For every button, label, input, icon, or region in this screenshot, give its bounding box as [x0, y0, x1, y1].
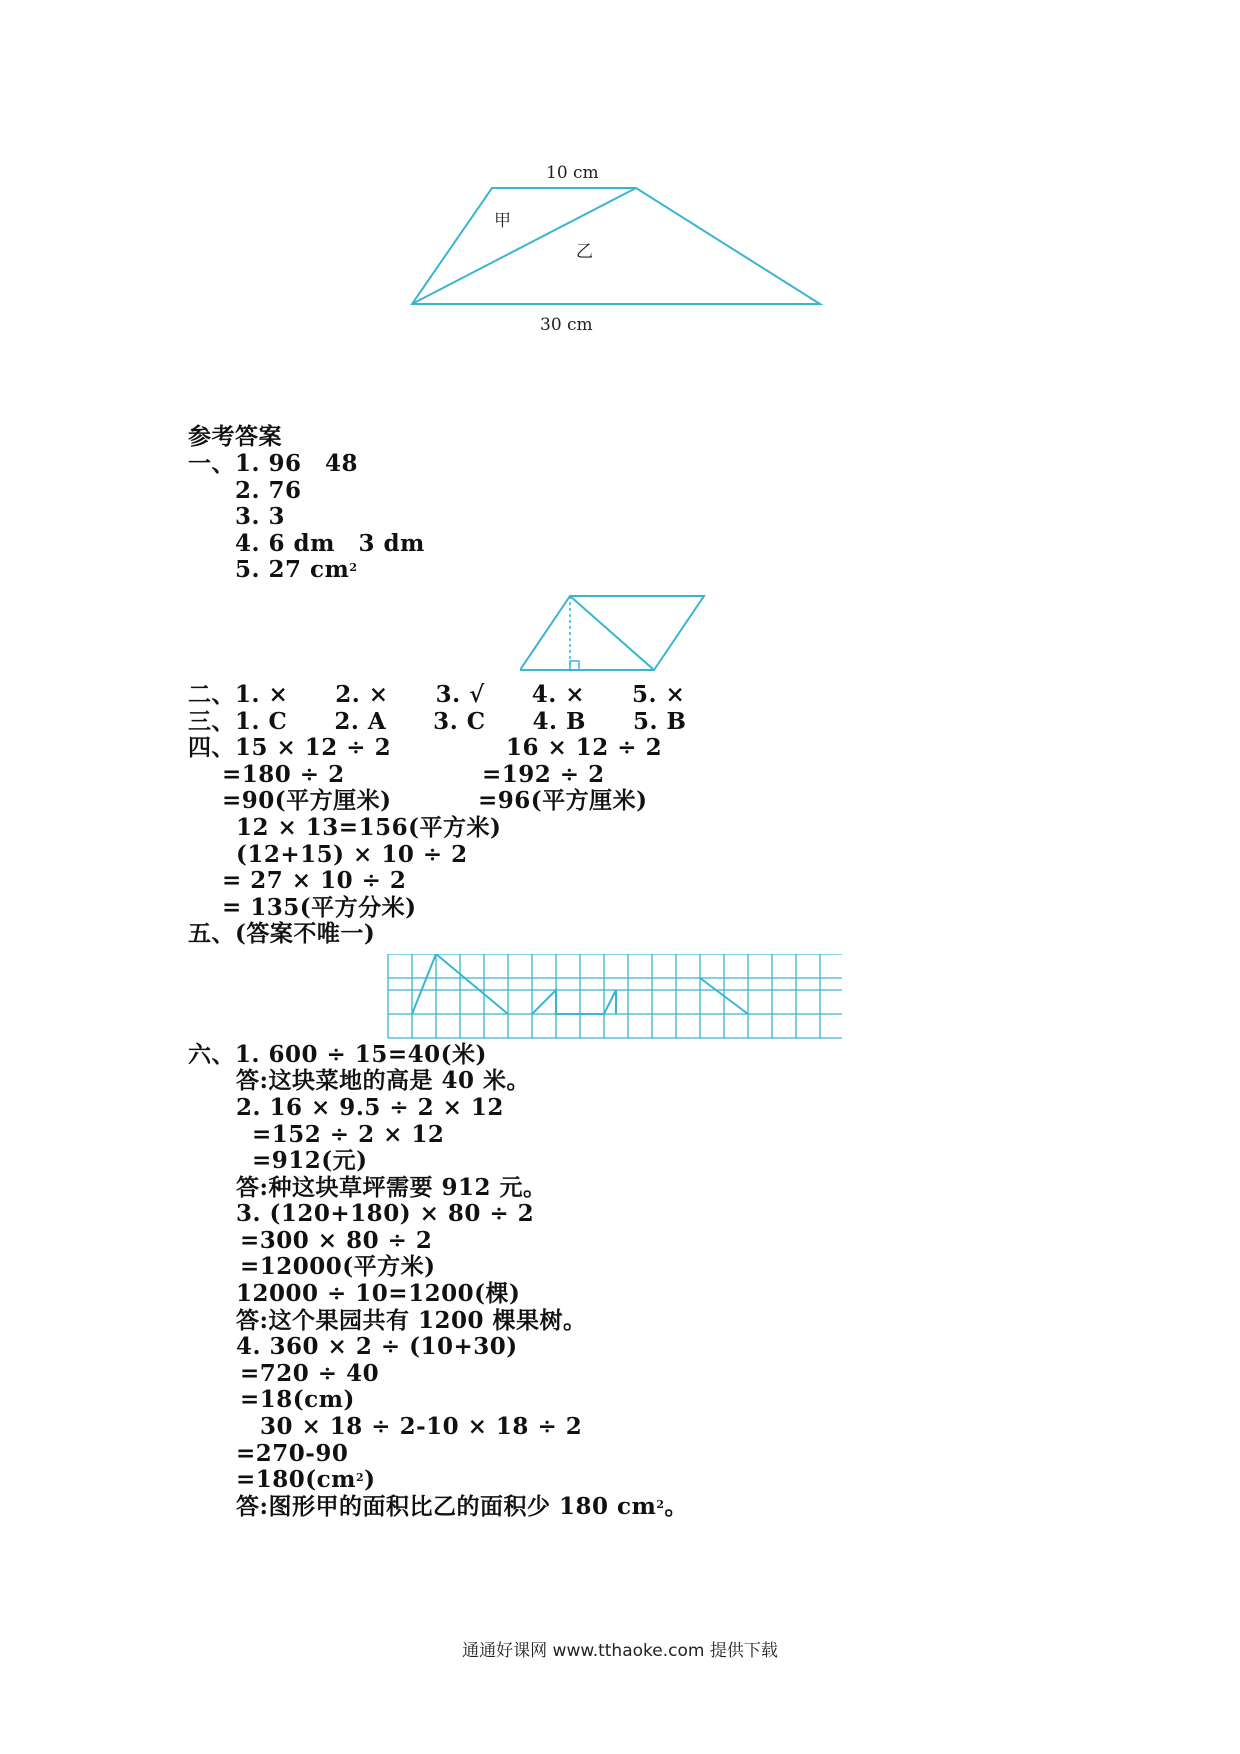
sec1-line-3: 3. 3	[188, 503, 286, 530]
sec4-l2b: =192 ÷ 2	[482, 761, 605, 788]
sec5-line: 五、(答案不唯一)	[188, 920, 376, 947]
sec6-line-12: 4. 360 × 2 ÷ (10+30)	[236, 1333, 518, 1360]
sec4-l1b: 16 × 12 ÷ 2	[506, 734, 663, 761]
sec6-line-17: $=180(cm^2)$	[236, 1466, 376, 1493]
sec6-line-9: =12000(平方米)	[240, 1253, 436, 1280]
sec6-line-3: 2. 16 × 9.5 ÷ 2 × 12	[236, 1094, 504, 1121]
bottom-base-label: 30 cm	[540, 315, 593, 335]
parallelogram-diagonal	[570, 596, 654, 670]
sec6-line-11: 答:这个果园共有 1200 棵果树。	[236, 1307, 587, 1334]
sec6-line-15: 30 × 18 ÷ 2-10 × 18 ÷ 2	[260, 1413, 583, 1440]
sec6-line-14: =18(cm)	[240, 1386, 355, 1413]
right-angle-mark	[570, 661, 579, 670]
sec4-l3b: =96(平方厘米)	[478, 787, 648, 814]
sec4-l5: (12+15) × 10 ÷ 2	[236, 841, 468, 868]
sec6-line-10: 12000 ÷ 10=1200(棵)	[236, 1280, 521, 1307]
superscript: 2	[349, 561, 358, 574]
superscript: 2	[656, 1498, 665, 1511]
sec1-line-2: 2. 76	[188, 477, 302, 504]
sec4-l3a: =90(平方厘米)	[222, 787, 392, 814]
sec6-line-13: =720 ÷ 40	[240, 1360, 380, 1387]
sec1-line-1: 一、1. 96 48	[188, 450, 359, 477]
trapezoid-outline	[412, 188, 820, 304]
answers-heading: 参考答案	[188, 423, 282, 450]
sec6-line-5: =912(元)	[252, 1147, 368, 1174]
sec2-line: 二、1. × 2. × 3. √ 4. × 5. ×	[188, 681, 686, 708]
sec3-line: 三、1. C 2. A 3. C 4. B 5. B	[188, 708, 687, 735]
sec4-l7: = 135(平方分米)	[222, 894, 417, 921]
grid-figure	[386, 954, 842, 1040]
sec6-line-16: =270-90	[236, 1440, 349, 1467]
sec4-l4: 12 × 13=156(平方米)	[236, 814, 502, 841]
sec6-line-18: 答:图形甲的面积比乙的面积少 180 $cm^2$。	[236, 1493, 689, 1520]
sec6-line-4: =152 ÷ 2 × 12	[252, 1121, 445, 1148]
trapezoid-figure	[400, 160, 840, 340]
sec6-line-7: 3. (120+180) × 80 ÷ 2	[236, 1200, 535, 1227]
parallelogram-figure	[520, 592, 710, 674]
sec1-line-5: 5. 27 $cm^2$	[188, 556, 358, 583]
sec4-l1a: 四、15 × 12 ÷ 2	[188, 734, 392, 761]
superscript: 2	[356, 1471, 365, 1484]
sec6-line-8: =300 × 80 ÷ 2	[240, 1227, 433, 1254]
sec4-l6: = 27 × 10 ÷ 2	[222, 867, 407, 894]
sec6-line-6: 答:种这块草坪需要 912 元。	[236, 1174, 547, 1201]
sec4-l2a: =180 ÷ 2	[222, 761, 345, 788]
region-a-label: 甲	[494, 211, 511, 231]
trapezoid-diagonal	[412, 188, 636, 304]
sec1-line-4: 4. 6 dm 3 dm	[188, 530, 425, 557]
region-b-label: 乙	[576, 242, 593, 262]
footer-source: 通通好课网 www.tthaoke.com 提供下载	[462, 1641, 778, 1661]
sec6-line-1: 六、1. 600 ÷ 15=40(米)	[188, 1041, 487, 1068]
top-base-label: 10 cm	[546, 163, 599, 183]
sec6-line-2: 答:这块菜地的高是 40 米。	[236, 1067, 531, 1094]
